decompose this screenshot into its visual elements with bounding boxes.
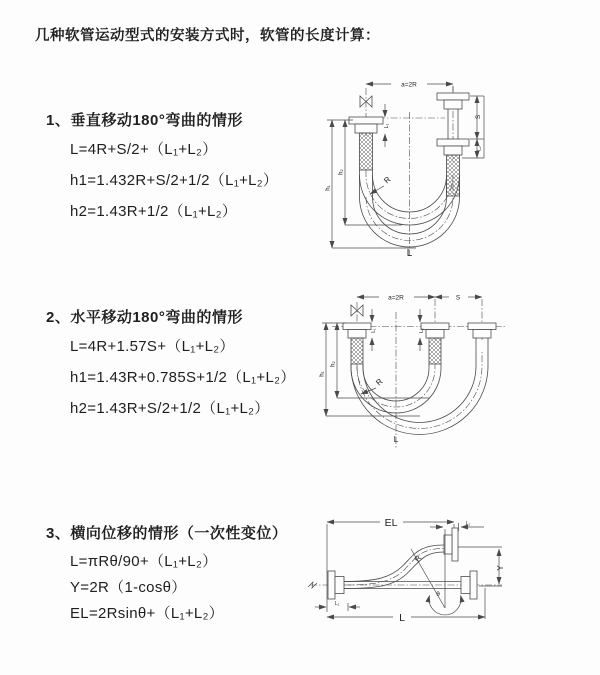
centerlines xyxy=(332,299,505,448)
dim-label-l1: L₁ xyxy=(384,123,390,129)
dim-label-a2r: a=2R xyxy=(388,294,404,302)
dim-a2r-s xyxy=(357,295,482,302)
dim-label-h1: h₁ xyxy=(325,185,332,191)
upper-flange xyxy=(444,528,458,561)
dim-s-l2 xyxy=(462,96,484,158)
hose-loop xyxy=(360,170,460,247)
formula-line: L=4R+S/2+（L₁+L₂） xyxy=(70,141,218,158)
right-pipe-end xyxy=(468,323,496,352)
formula-line: Y=2R（1-cosθ） xyxy=(70,579,187,596)
dim-label-l-total: L xyxy=(399,612,405,624)
dim-h1-h2 xyxy=(320,323,431,416)
left-pipe-end xyxy=(343,323,371,364)
dim-label-h2: h₂ xyxy=(338,169,345,175)
dim-label-l-total: L xyxy=(393,435,399,444)
dim-label-r: R xyxy=(374,376,385,388)
diagram-vertical-movement xyxy=(300,60,600,280)
dim-label-l2: L₂ xyxy=(476,146,483,151)
formula-line: h2=1.43R+S/2+1/2（L₁+L₂） xyxy=(70,400,270,417)
dim-label-l2: L₂ xyxy=(419,328,425,333)
dim-label-a2r: a=2R xyxy=(401,81,417,89)
dim-l1 xyxy=(315,601,360,611)
dim-label-l2: L₂ xyxy=(465,521,471,527)
dim-label-l1: L₁ xyxy=(334,601,340,607)
dim-label-h2: h₂ xyxy=(330,361,337,367)
centerlines xyxy=(366,86,453,256)
dim-a2r xyxy=(366,82,453,93)
section-2-heading: 2、水平移动180°弯曲的情形 xyxy=(46,309,243,326)
dim-label-y: Y xyxy=(496,565,505,571)
diagram-lateral-displacement xyxy=(300,500,600,648)
dim-l1 xyxy=(384,104,390,147)
page-title: 几种软管运动型式的安装方式时，软管的长度计算： xyxy=(35,28,380,44)
dim-label-r: R xyxy=(382,174,393,186)
formula-line: h2=1.43R+1/2（L₁+L₂） xyxy=(70,203,238,220)
hose-loop xyxy=(351,352,488,435)
dim-l2 xyxy=(419,309,425,351)
dim-el xyxy=(327,517,454,612)
dim-label-el: EL xyxy=(384,517,398,529)
dim-label-r: R xyxy=(412,553,424,564)
left-pipe-end xyxy=(349,117,383,170)
dim-l1 xyxy=(371,309,377,351)
s-curve-hose xyxy=(344,545,444,589)
section-3-heading: 3、横向位移的情形（一次性变位） xyxy=(46,525,288,542)
dim-label-s: S xyxy=(455,294,461,302)
formula-line: L=πRθ/90+（L₁+L₂） xyxy=(70,553,218,570)
formula-line: h1=1.432R+S/2+1/2（L₁+L₂） xyxy=(70,172,279,189)
dim-label-l1: L₁ xyxy=(371,328,377,333)
formula-line: EL=2Rsinθ+（L₁+L₂） xyxy=(70,605,224,622)
middle-pipe-end xyxy=(421,323,449,364)
dim-label-l-total: L xyxy=(406,248,413,259)
formula-line: h1=1.43R+0.785S+1/2（L₁+L₂） xyxy=(70,369,296,386)
section-1-heading: 1、垂直移动180°弯曲的情形 xyxy=(46,112,243,129)
dim-label-h1: h₁ xyxy=(319,371,326,377)
formula-line: L=4R+1.57S+（L₁+L₂） xyxy=(70,338,235,355)
dim-label-s: S xyxy=(475,114,482,120)
diagram-horizontal-movement xyxy=(295,280,600,455)
dim-label-theta: θ xyxy=(436,591,440,598)
